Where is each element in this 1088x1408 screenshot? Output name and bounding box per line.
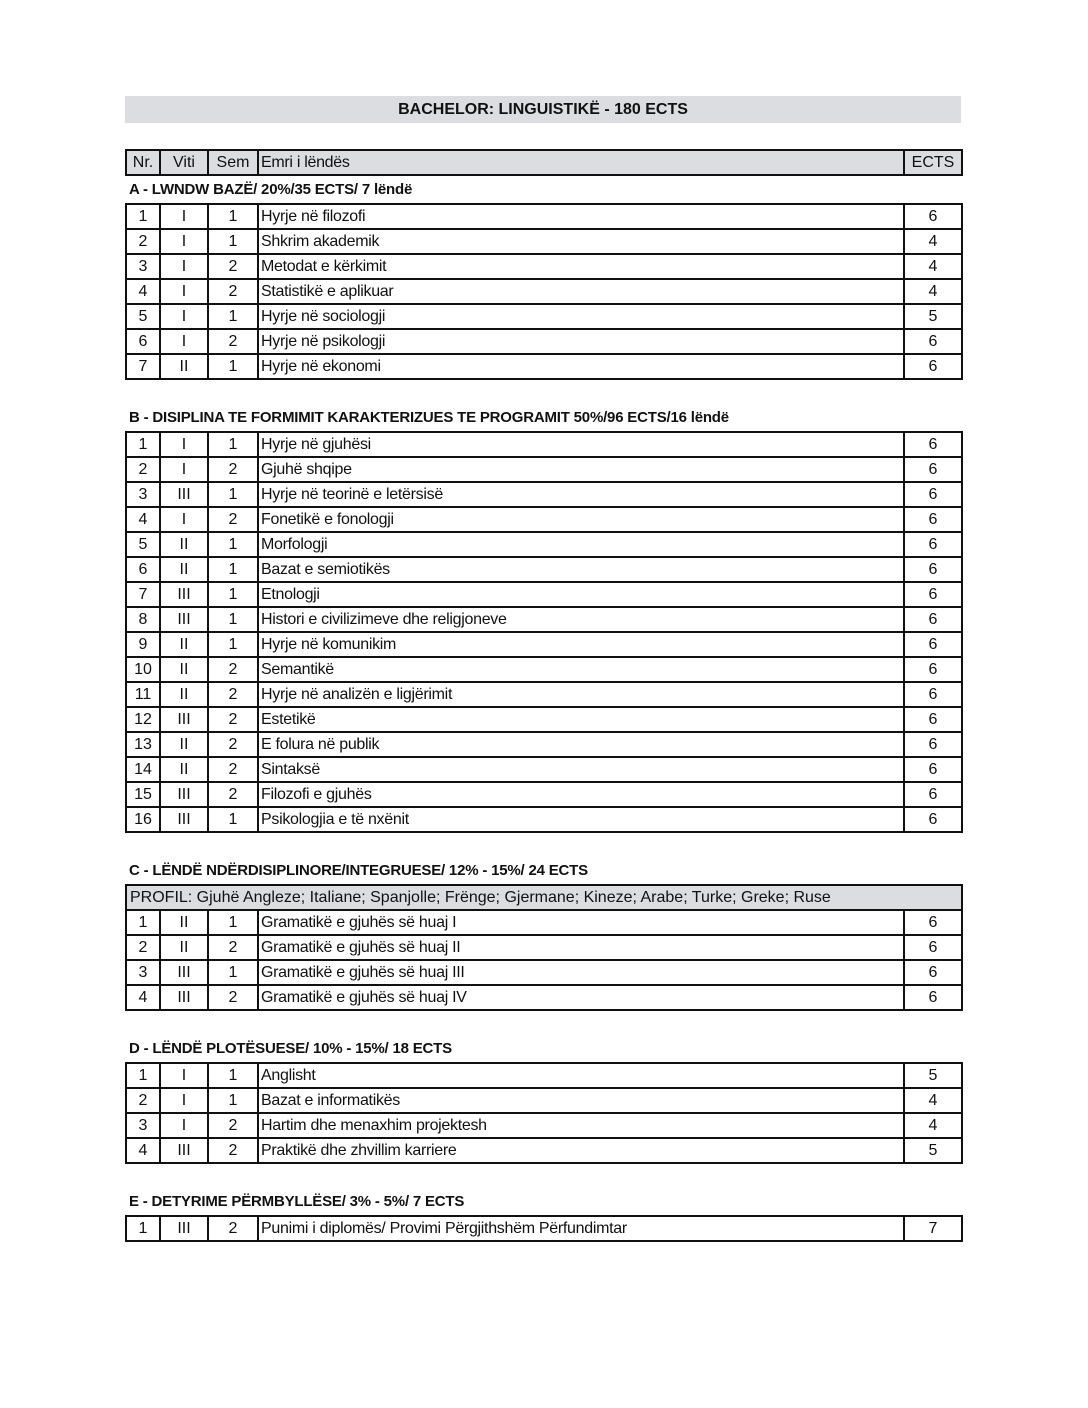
table-row (126, 757, 962, 782)
row-viti: II (160, 557, 208, 582)
table-row (126, 432, 962, 457)
row-sem: 1 (208, 582, 258, 607)
row-ects: 6 (904, 507, 962, 532)
row-ects: 6 (904, 532, 962, 557)
row-course-name: Punimi i diplomës/ Provimi Përgjithshëm Përfundimtar (258, 1216, 904, 1241)
row-viti: I (160, 507, 208, 532)
section-title: A - LWNDW BAZË/ 20%/35 ECTS/ 7 lëndë (129, 181, 413, 198)
row-ects: 6 (904, 985, 962, 1010)
row-viti: III (160, 482, 208, 507)
row-nr: 3 (126, 960, 160, 985)
row-course-name: E folura në publik (258, 732, 904, 757)
row-viti: III (160, 1138, 208, 1163)
row-sem: 2 (208, 457, 258, 482)
row-sem: 1 (208, 632, 258, 657)
table-row (126, 254, 962, 279)
section-gap (126, 1010, 962, 1035)
table-row (126, 507, 962, 532)
row-viti: III (160, 607, 208, 632)
table-row (126, 457, 962, 482)
row-ects: 6 (904, 482, 962, 507)
table-row (126, 229, 962, 254)
row-viti: III (160, 582, 208, 607)
row-ects: 6 (904, 329, 962, 354)
header-ects: ECTS (904, 150, 962, 175)
table-row (126, 582, 962, 607)
row-ects: 6 (904, 910, 962, 935)
row-viti: I (160, 329, 208, 354)
header-course-name: Emri i lëndës (258, 150, 904, 175)
row-course-name: Bazat e semiotikës (258, 557, 904, 582)
row-ects: 6 (904, 657, 962, 682)
row-viti: III (160, 985, 208, 1010)
row-viti: I (160, 204, 208, 229)
row-ects: 5 (904, 304, 962, 329)
row-ects: 6 (904, 757, 962, 782)
section-gap (126, 832, 962, 857)
row-ects: 4 (904, 229, 962, 254)
row-nr: 12 (126, 707, 160, 732)
row-sem: 1 (208, 1088, 258, 1113)
row-nr: 1 (126, 432, 160, 457)
section-heading (126, 857, 962, 885)
row-nr: 5 (126, 304, 160, 329)
table-header-row (126, 150, 962, 175)
row-sem: 1 (208, 807, 258, 832)
row-viti: I (160, 254, 208, 279)
table-row (126, 1216, 962, 1241)
row-course-name: Hyrje në psikologji (258, 329, 904, 354)
row-nr: 5 (126, 532, 160, 557)
row-viti: II (160, 632, 208, 657)
row-course-name: Gjuhë shqipe (258, 457, 904, 482)
row-viti: II (160, 682, 208, 707)
header-nr: Nr. (126, 150, 160, 175)
row-nr: 3 (126, 254, 160, 279)
row-sem: 2 (208, 329, 258, 354)
row-course-name: Metodat e kërkimit (258, 254, 904, 279)
row-ects: 6 (904, 807, 962, 832)
row-viti: I (160, 279, 208, 304)
row-ects: 7 (904, 1216, 962, 1241)
row-sem: 1 (208, 910, 258, 935)
row-course-name: Hyrje në sociologji (258, 304, 904, 329)
row-ects: 6 (904, 607, 962, 632)
row-viti: I (160, 1063, 208, 1088)
row-nr: 13 (126, 732, 160, 757)
row-course-name: Hyrje në komunikim (258, 632, 904, 657)
table-row (126, 354, 962, 379)
section-title: C - LËNDË NDËRDISIPLINORE/INTEGRUESE/ 12% - 15%/ 24 ECTS (129, 862, 588, 879)
table-row (126, 960, 962, 985)
table-row (126, 1138, 962, 1163)
table-row (126, 985, 962, 1010)
row-course-name: Statistikë e aplikuar (258, 279, 904, 304)
table-row (126, 482, 962, 507)
row-viti: I (160, 304, 208, 329)
row-ects: 6 (904, 707, 962, 732)
section-title: D - LËNDË PLOTËSUESE/ 10% - 15%/ 18 ECTS (129, 1040, 452, 1057)
table-row (126, 304, 962, 329)
row-ects: 5 (904, 1063, 962, 1088)
table-row (126, 279, 962, 304)
row-ects: 6 (904, 204, 962, 229)
row-nr: 7 (126, 354, 160, 379)
row-nr: 4 (126, 1138, 160, 1163)
header-viti: Viti (160, 150, 208, 175)
row-sem: 1 (208, 432, 258, 457)
section-heading (126, 1035, 962, 1063)
row-nr: 4 (126, 279, 160, 304)
row-ects: 6 (904, 935, 962, 960)
row-course-name: Morfologji (258, 532, 904, 557)
row-nr: 2 (126, 935, 160, 960)
row-nr: 11 (126, 682, 160, 707)
row-viti: II (160, 354, 208, 379)
row-nr: 1 (126, 910, 160, 935)
row-nr: 4 (126, 985, 160, 1010)
row-nr: 8 (126, 607, 160, 632)
header-sem: Sem (208, 150, 258, 175)
table-row (126, 657, 962, 682)
row-sem: 2 (208, 732, 258, 757)
row-course-name: Shkrim akademik (258, 229, 904, 254)
table-row (126, 707, 962, 732)
row-viti: II (160, 657, 208, 682)
row-ects: 6 (904, 632, 962, 657)
row-ects: 6 (904, 960, 962, 985)
row-nr: 6 (126, 557, 160, 582)
section-gap (126, 379, 962, 404)
row-viti: II (160, 935, 208, 960)
row-sem: 2 (208, 254, 258, 279)
row-nr: 4 (126, 507, 160, 532)
row-sem: 2 (208, 1113, 258, 1138)
row-course-name: Gramatikë e gjuhës së huaj III (258, 960, 904, 985)
row-course-name: Etnologji (258, 582, 904, 607)
row-ects: 5 (904, 1138, 962, 1163)
row-nr: 16 (126, 807, 160, 832)
section-heading (126, 404, 962, 432)
row-sem: 1 (208, 607, 258, 632)
row-nr: 2 (126, 229, 160, 254)
row-sem: 2 (208, 757, 258, 782)
row-ects: 6 (904, 732, 962, 757)
row-course-name: Hartim dhe menaxhim projektesh (258, 1113, 904, 1138)
section-heading (126, 175, 962, 204)
row-sem: 2 (208, 782, 258, 807)
row-nr: 2 (126, 457, 160, 482)
table-row (126, 782, 962, 807)
row-course-name: Hyrje në teorinë e letërsisë (258, 482, 904, 507)
table-row (126, 532, 962, 557)
curriculum-page (125, 96, 961, 1242)
row-course-name: Filozofi e gjuhës (258, 782, 904, 807)
row-viti: I (160, 457, 208, 482)
table-row (126, 732, 962, 757)
row-course-name: Sintaksë (258, 757, 904, 782)
row-course-name: Praktikë dhe zhvillim karriere (258, 1138, 904, 1163)
row-sem: 2 (208, 707, 258, 732)
row-viti: I (160, 1088, 208, 1113)
row-viti: II (160, 532, 208, 557)
row-ects: 6 (904, 354, 962, 379)
row-viti: III (160, 707, 208, 732)
row-ects: 6 (904, 782, 962, 807)
row-sem: 1 (208, 557, 258, 582)
row-course-name: Semantikë (258, 657, 904, 682)
row-ects: 6 (904, 582, 962, 607)
profile-text: PROFIL: Gjuhë Angleze; Italiane; Spanjolle; Frënge; Gjermane; Kineze; Arabe; Turke; Greke; Ruse (126, 885, 962, 910)
row-course-name: Histori e civilizimeve dhe religjoneve (258, 607, 904, 632)
row-course-name: Hyrje në gjuhësi (258, 432, 904, 457)
row-nr: 9 (126, 632, 160, 657)
row-sem: 2 (208, 279, 258, 304)
row-course-name: Anglisht (258, 1063, 904, 1088)
row-nr: 1 (126, 1063, 160, 1088)
row-viti: I (160, 1113, 208, 1138)
curriculum-table (125, 149, 963, 1242)
row-sem: 2 (208, 682, 258, 707)
row-ects: 6 (904, 432, 962, 457)
row-course-name: Gramatikë e gjuhës së huaj IV (258, 985, 904, 1010)
row-ects: 6 (904, 457, 962, 482)
row-viti: II (160, 910, 208, 935)
row-course-name: Gramatikë e gjuhës së huaj II (258, 935, 904, 960)
table-row (126, 1088, 962, 1113)
row-sem: 2 (208, 657, 258, 682)
profile-row (126, 885, 962, 910)
row-nr: 1 (126, 1216, 160, 1241)
table-row (126, 329, 962, 354)
row-viti: I (160, 229, 208, 254)
row-course-name: Fonetikë e fonologji (258, 507, 904, 532)
row-sem: 2 (208, 985, 258, 1010)
row-viti: III (160, 1216, 208, 1241)
row-ects: 4 (904, 1088, 962, 1113)
row-viti: II (160, 732, 208, 757)
row-course-name: Hyrje në analizën e ligjërimit (258, 682, 904, 707)
table-row (126, 607, 962, 632)
row-nr: 6 (126, 329, 160, 354)
row-sem: 1 (208, 229, 258, 254)
row-viti: III (160, 960, 208, 985)
section-title: B - DISIPLINA TE FORMIMIT KARAKTERIZUES TE PROGRAMIT 50%/96 ECTS/16 lëndë (129, 409, 729, 426)
table-row (126, 1063, 962, 1088)
row-course-name: Hyrje në filozofi (258, 204, 904, 229)
row-nr: 3 (126, 1113, 160, 1138)
page-title: BACHELOR: LINGUISTIKË - 180 ECTS (125, 96, 961, 123)
section-gap (126, 1163, 962, 1188)
row-viti: II (160, 757, 208, 782)
row-sem: 1 (208, 482, 258, 507)
row-sem: 1 (208, 304, 258, 329)
table-row (126, 910, 962, 935)
row-ects: 6 (904, 557, 962, 582)
row-sem: 1 (208, 354, 258, 379)
row-nr: 1 (126, 204, 160, 229)
row-sem: 2 (208, 1216, 258, 1241)
section-title: E - DETYRIME PËRMBYLLËSE/ 3% - 5%/ 7 ECTS (129, 1193, 465, 1210)
row-sem: 1 (208, 532, 258, 557)
table-row (126, 1113, 962, 1138)
row-ects: 4 (904, 254, 962, 279)
row-sem: 2 (208, 935, 258, 960)
row-nr: 7 (126, 582, 160, 607)
row-sem: 2 (208, 1138, 258, 1163)
row-ects: 4 (904, 279, 962, 304)
row-nr: 10 (126, 657, 160, 682)
row-nr: 15 (126, 782, 160, 807)
table-row (126, 682, 962, 707)
table-row (126, 807, 962, 832)
row-course-name: Bazat e informatikës (258, 1088, 904, 1113)
section-heading (126, 1188, 962, 1216)
table-row (126, 632, 962, 657)
row-course-name: Estetikë (258, 707, 904, 732)
row-nr: 14 (126, 757, 160, 782)
row-sem: 1 (208, 960, 258, 985)
row-nr: 3 (126, 482, 160, 507)
row-nr: 2 (126, 1088, 160, 1113)
table-row (126, 204, 962, 229)
row-sem: 2 (208, 507, 258, 532)
row-course-name: Hyrje në ekonomi (258, 354, 904, 379)
row-sem: 1 (208, 204, 258, 229)
row-sem: 1 (208, 1063, 258, 1088)
row-viti: III (160, 782, 208, 807)
row-viti: III (160, 807, 208, 832)
table-row (126, 557, 962, 582)
row-course-name: Gramatikë e gjuhës së huaj I (258, 910, 904, 935)
row-course-name: Psikologjia e të nxënit (258, 807, 904, 832)
row-ects: 6 (904, 682, 962, 707)
row-viti: I (160, 432, 208, 457)
table-row (126, 935, 962, 960)
row-ects: 4 (904, 1113, 962, 1138)
